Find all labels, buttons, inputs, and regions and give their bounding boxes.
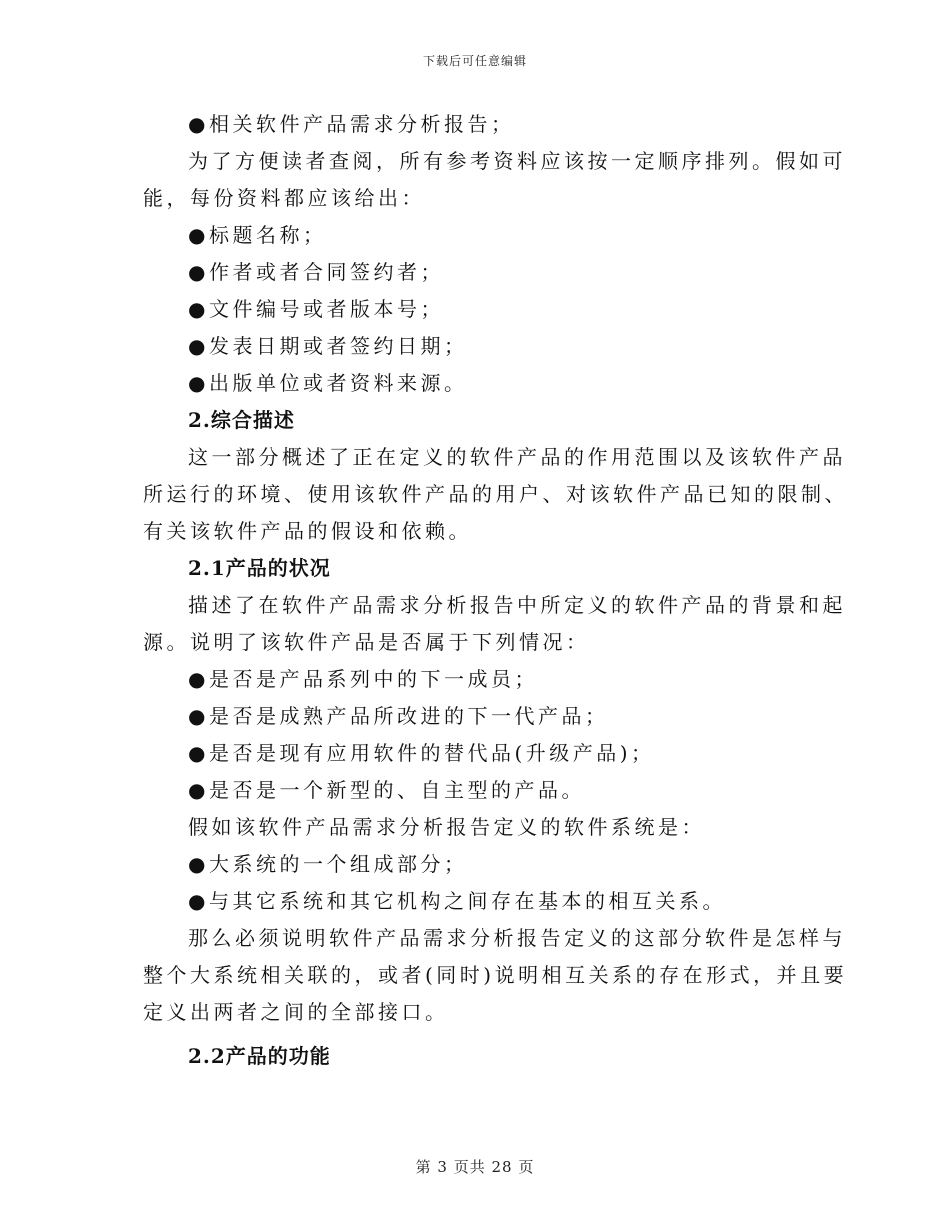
paragraph: 这一部分概述了正在定义的软件产品的作用范围以及该软件产品 [188, 445, 846, 469]
paragraph: 为了方便读者查阅，所有参考资料应该按一定顺序排列。假如可 [188, 149, 846, 173]
document-body [143, 106, 848, 1075]
list-item: ●与其它系统和其它机构之间存在基本的相互关系。 [188, 889, 726, 913]
paragraph-continuation: 能，每份资料都应该给出： [143, 186, 425, 210]
paragraph-continuation: 所运行的环境、使用该软件产品的用户、对该软件产品已知的限制、 [143, 482, 848, 506]
paragraph-continuation: 定义出两者之间的全部接口。 [143, 1000, 449, 1024]
section-heading: 2.2产品的功能 [188, 1044, 331, 1068]
paragraph: 描述了在软件产品需求分析报告中所定义的软件产品的背景和起 [188, 593, 846, 617]
paragraph-continuation: 源。说明了该软件产品是否属于下列情况： [143, 630, 590, 654]
paragraph: 假如该软件产品需求分析报告定义的软件系统是： [188, 815, 705, 839]
list-item: ●大系统的一个组成部分； [188, 852, 468, 876]
list-item: ●相关软件产品需求分析报告； [188, 112, 515, 136]
page-header: 下载后可任意编辑 [422, 54, 527, 68]
paragraph-continuation: 有关该软件产品的假设和依赖。 [143, 519, 472, 543]
list-item: ●文件编号或者版本号； [188, 297, 444, 321]
list-item: ●标题名称； [188, 223, 327, 247]
page-footer: 第 3 页共 28 页 [415, 1158, 535, 1176]
section-heading: 2.综合描述 [188, 408, 295, 432]
paragraph-continuation: 整个大系统相关联的，或者(同时)说明相互关系的存在形式，并且要 [143, 963, 848, 987]
list-item: ●作者或者合同签约者； [188, 260, 444, 284]
list-item: ●是否是一个新型的、自主型的产品。 [188, 778, 585, 802]
paragraph: 那么必须说明软件产品需求分析报告定义的这部分软件是怎样与 [188, 926, 846, 950]
list-item: ●是否是现有应用软件的替代品(升级产品)； [188, 741, 655, 765]
section-heading: 2.1产品的状况 [188, 556, 331, 580]
list-item: ●出版单位或者资料来源。 [188, 371, 468, 395]
list-item: ●是否是产品系列中的下一成员； [188, 667, 538, 691]
list-item: ●是否是成熟产品所改进的下一代产品； [188, 704, 609, 728]
list-item: ●发表日期或者签约日期； [188, 334, 468, 358]
